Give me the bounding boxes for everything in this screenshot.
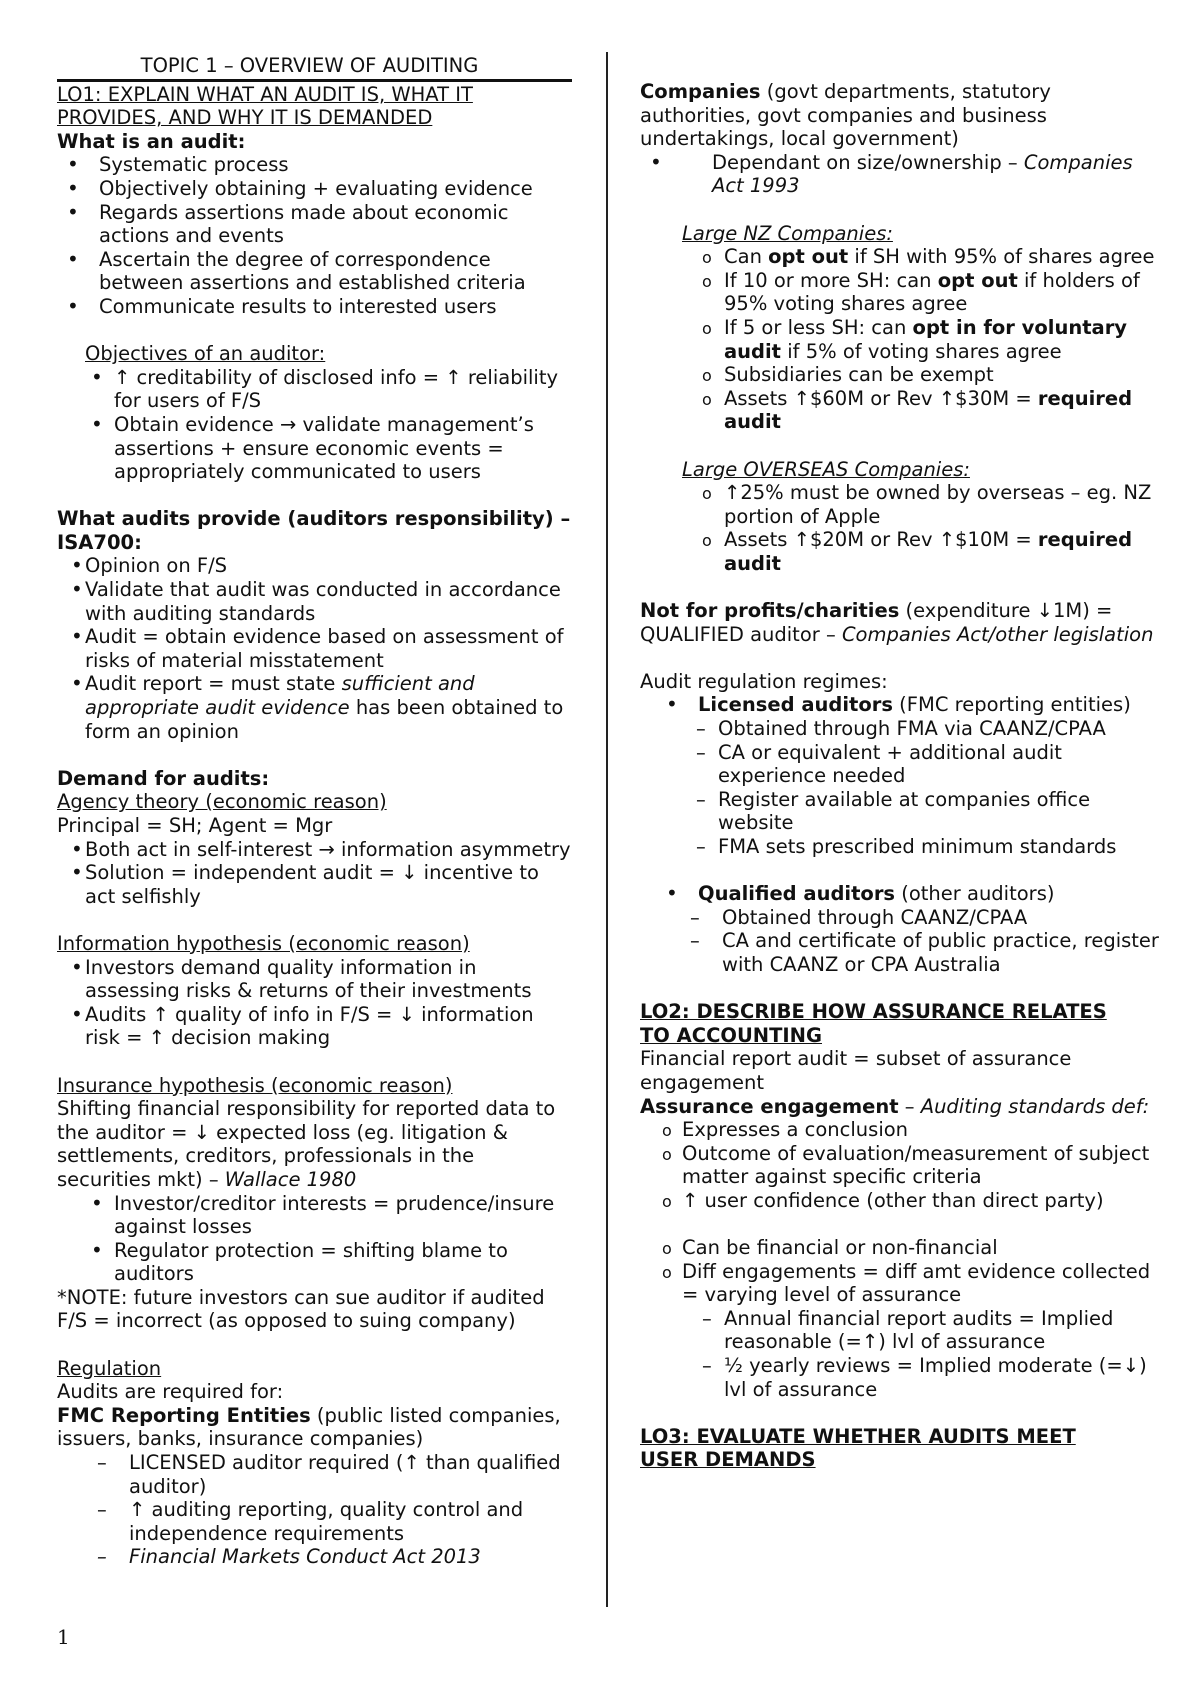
list-item: – CA or equivalent + additional audit experience needed [654,741,1160,788]
fmc-entities: FMC Reporting Entities (public listed companies, issuers, banks, insurance companies) [57,1403,561,1451]
note-text: *NOTE: future investors can sue auditor if audited F/S = incorrect (as opposed to suing company) [57,1285,545,1333]
what-audits-provide-list [57,554,572,743]
regulation-heading: Regulation [57,1356,162,1380]
list-item: o Subsidiaries can be exempt [682,363,1160,387]
insurance-hypothesis-heading: Insurance hypothesis (economic reason) [57,1073,453,1097]
list-item: • Both act in self-interest → information asymmetry [57,838,572,862]
list-item: – Annual financial report audits = Implied reasonable (=↑) lvl of assurance [640,1307,1160,1354]
companies-paragraph: Companies (govt departments, statutory authorities, govt companies and business undertakings, local government) [640,80,1051,151]
list-item: o If 10 or more SH: can opt out if holders of 95% voting shares agree [682,269,1160,316]
list-item: – Financial Markets Conduct Act 2013 [57,1545,572,1569]
list-item: • Qualified auditors (other auditors) [656,882,1160,906]
list-item: o Assets ↑$20M or Rev ↑$10M = required audit [682,528,1160,575]
column-divider [606,52,608,1607]
list-item: o Expresses a conclusion [640,1118,1160,1142]
assurance-list [640,1118,1160,1212]
list-item: • Validate that audit was conducted in accordance with auditing standards [57,578,572,625]
large-nz-list [640,245,1160,434]
agency-line: Principal = SH; Agent = Mgr [57,814,333,837]
list-item: o Can be financial or non-financial [640,1236,1160,1260]
lo1-heading-line1: LO1: EXPLAIN WHAT AN AUDIT IS, WHAT IT [57,82,473,106]
objectives-list [57,366,572,484]
licensed-list [640,717,1160,859]
list-item: • Investor/creditor interests = prudence/insure against losses [57,1192,572,1239]
qualified-list [640,906,1160,977]
regimes-list [640,693,1160,717]
list-item: • Systematic process [57,153,572,177]
not-for-profits-paragraph: Not for profits/charities (expenditure ↓1M) = QUALIFIED auditor – Companies Act/other legislation [640,599,1154,646]
list-item: • Audit = obtain evidence based on assessment of risks of material misstatement [57,625,572,672]
lo2-heading-line1: LO2: DESCRIBE HOW ASSURANCE RELATES [640,1000,1107,1024]
information-hypothesis-heading: Information hypothesis (economic reason) [57,931,470,955]
insurance-list [57,1192,572,1286]
regimes-line: Audit regulation regimes: [640,669,888,693]
title-rule [57,79,572,82]
companies-list [640,151,1160,198]
list-item: o ↑25% must be owned by overseas – eg. NZ portion of Apple [682,481,1160,528]
list-item: • Ascertain the degree of correspondence between assertions and established criteria [57,248,572,295]
list-item: • Objectively obtaining + evaluating evidence [57,177,572,201]
assurance-list-2 [640,1236,1160,1307]
list-item: o If 5 or less SH: can opt in for voluntary audit if 5% of voting shares agree [682,316,1160,363]
list-item: – CA and certificate of public practice, register with CAANZ or CPA Australia [640,929,1160,976]
insurance-text: Shifting financial responsibility for reported data to the auditor = ↓ expected loss (eg. litigation & settlements, creditors, professionals in the securities mkt) – Wallace 1980 [57,1097,556,1191]
qualified-heading-list [640,882,1160,906]
large-nz-heading: Large NZ Companies: [682,221,893,245]
list-item: • Audits ↑ quality of info in F/S = ↓ information risk = ↑ decision making [57,1003,572,1050]
list-item: – LICENSED auditor required (↑ than qualified auditor) [57,1451,572,1498]
list-item: – Obtained through CAANZ/CPAA [640,906,1160,930]
lo3-heading-line2: USER DEMANDS [640,1448,816,1472]
fmc-list [57,1451,572,1569]
list-item: – FMA sets prescribed minimum standards [654,835,1160,859]
list-item: • Dependant on size/ownership – Companies Act 1993 [640,151,1160,198]
list-item: • Opinion on F/S [57,554,572,578]
lo2-heading-line2: TO ACCOUNTING [640,1023,822,1047]
list-item: • Regulator protection = shifting blame to auditors [57,1239,572,1286]
list-item: o Assets ↑$60M or Rev ↑$30M = required audit [682,387,1160,434]
regulation-line: Audits are required for: [57,1380,284,1404]
right-column [640,80,1160,1472]
agency-list [57,838,572,909]
list-item: • Communicate results to interested users [57,295,572,319]
list-item: • Licensed auditors (FMC reporting entities) [656,693,1160,717]
what-audits-provide-heading: What audits provide (auditors responsibility) – ISA700: [57,507,571,554]
list-item: – Obtained through FMA via CAANZ/CPAA [654,717,1160,741]
list-item: o Can opt out if SH with 95% of shares agree [682,245,1160,269]
list-item: • Solution = independent audit = ↓ incentive to act selfishly [57,861,572,908]
topic-title: TOPIC 1 – OVERVIEW OF AUDITING [140,54,479,77]
page-number: 1 [57,1625,70,1649]
list-item: • Obtain evidence → validate management’s assertions + ensure economic events = appropriately communicated to users [57,413,572,484]
subset-line: Financial report audit = subset of assurance engagement [640,1047,1072,1094]
what-is-audit-heading: What is an audit: [57,129,246,153]
list-item: o ↑ user confidence (other than direct party) [640,1189,1160,1213]
list-item: o Diff engagements = diff amt evidence collected = varying level of assurance [640,1260,1160,1307]
large-overseas-heading: Large OVERSEAS Companies: [682,457,970,481]
list-item: – ½ yearly reviews = Implied moderate (=↓) lvl of assurance [640,1354,1160,1401]
what-is-audit-list [57,153,572,318]
list-item: • Investors demand quality information in assessing risks & returns of their investments [57,956,572,1003]
list-item: – ↑ auditing reporting, quality control and independence requirements [57,1498,572,1545]
large-overseas-list [640,481,1160,575]
demand-heading: Demand for audits: [57,766,270,790]
list-item: – Register available at companies office website [654,788,1160,835]
objectives-heading: Objectives of an auditor: [85,342,326,366]
list-item: o Outcome of evaluation/measurement of subject matter against specific criteria [640,1142,1160,1189]
assurance-sub-list [640,1307,1160,1401]
list-item: • ↑ creditability of disclosed info = ↑ reliability for users of F/S [57,366,572,413]
information-list [57,956,572,1050]
left-column [57,54,572,1569]
lo1-heading-line2: PROVIDES, AND WHY IT IS DEMANDED [57,106,433,130]
assurance-engagement-def: Assurance engagement – Auditing standards def: [640,1094,1150,1118]
list-item: • Regards assertions made about economic actions and events [57,201,572,248]
agency-theory-heading: Agency theory (economic reason) [57,790,387,814]
list-item: • Audit report = must state sufficient and appropriate audit evidence has been obtained to form an opinion [57,672,572,743]
lo3-heading-line1: LO3: EVALUATE WHETHER AUDITS MEET [640,1424,1076,1448]
